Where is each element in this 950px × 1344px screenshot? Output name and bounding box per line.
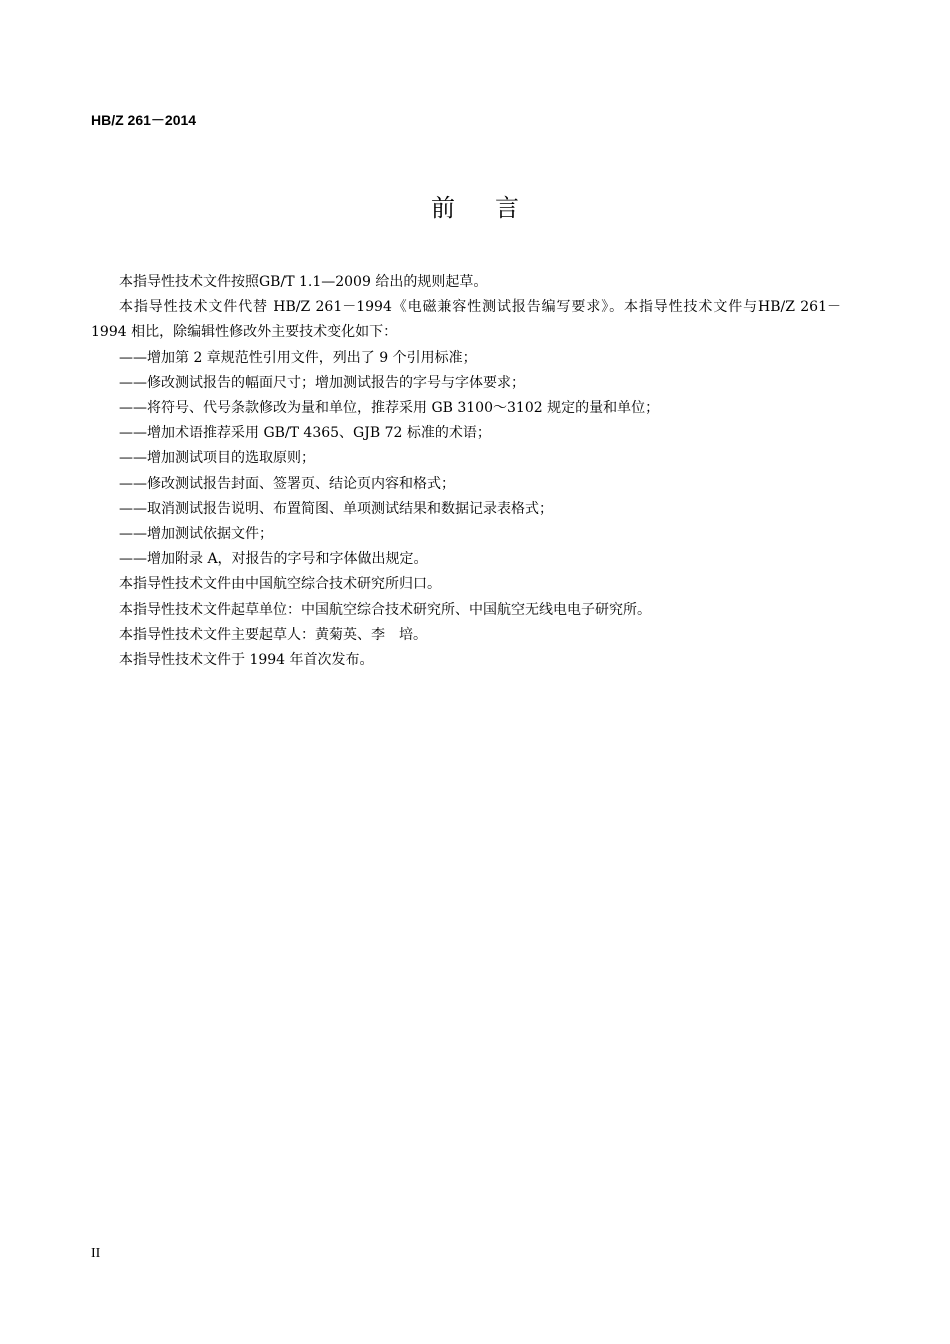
body-text [91, 270, 841, 673]
page-title: 前言 [431, 194, 559, 222]
change-item: ——增加第 2 章规范性引用文件，列出了 9 个引用标准； [119, 349, 477, 366]
paragraph-responsible-unit: 本指导性技术文件由中国航空综合技术研究所归口。 [119, 576, 441, 593]
change-item: ——修改测试报告的幅面尺寸；增加测试报告的字号与字体要求； [119, 374, 525, 391]
document-code: HB/Z 261－2014 [91, 112, 197, 128]
change-item: ——增加测试依据文件； [119, 526, 273, 543]
change-item: ——将符号、代号条款修改为量和单位，推荐采用 GB 3100～3102 规定的量和单位； [119, 400, 660, 417]
paragraph-drafting-rules: 本指导性技术文件按照GB/T 1.1—2009 给出的规则起草。 [119, 274, 488, 290]
change-item: ——取消测试报告说明、布置简图、单项测试结果和数据记录表格式； [119, 500, 553, 517]
paragraph-drafting-units: 本指导性技术文件起草单位：中国航空综合技术研究所、中国航空无线电电子研究所。 [119, 601, 651, 618]
page-number: II [91, 1246, 101, 1261]
change-item: ——修改测试报告封面、签署页、结论页内容和格式； [119, 475, 455, 492]
paragraph-drafters: 本指导性技术文件主要起草人：黄菊英、李 培。 [119, 626, 427, 643]
change-item: ——增加术语推荐采用 GB/T 4365、GJB 72 标准的术语； [119, 425, 491, 442]
paragraph-first-release: 本指导性技术文件于 1994 年首次发布。 [119, 652, 374, 669]
change-item: ——增加附录 A，对报告的字号和字体做出规定。 [119, 551, 428, 568]
change-item: ——增加测试项目的选取原则； [119, 450, 315, 467]
paragraph-replacement: 本指导性技术文件代替 HB/Z 261－1994《电磁兼容性测试报告编写要求》。本指导性技术文件与HB/Z 261－1994 相比，除编辑性修改外主要技术变化如下： [91, 299, 841, 341]
